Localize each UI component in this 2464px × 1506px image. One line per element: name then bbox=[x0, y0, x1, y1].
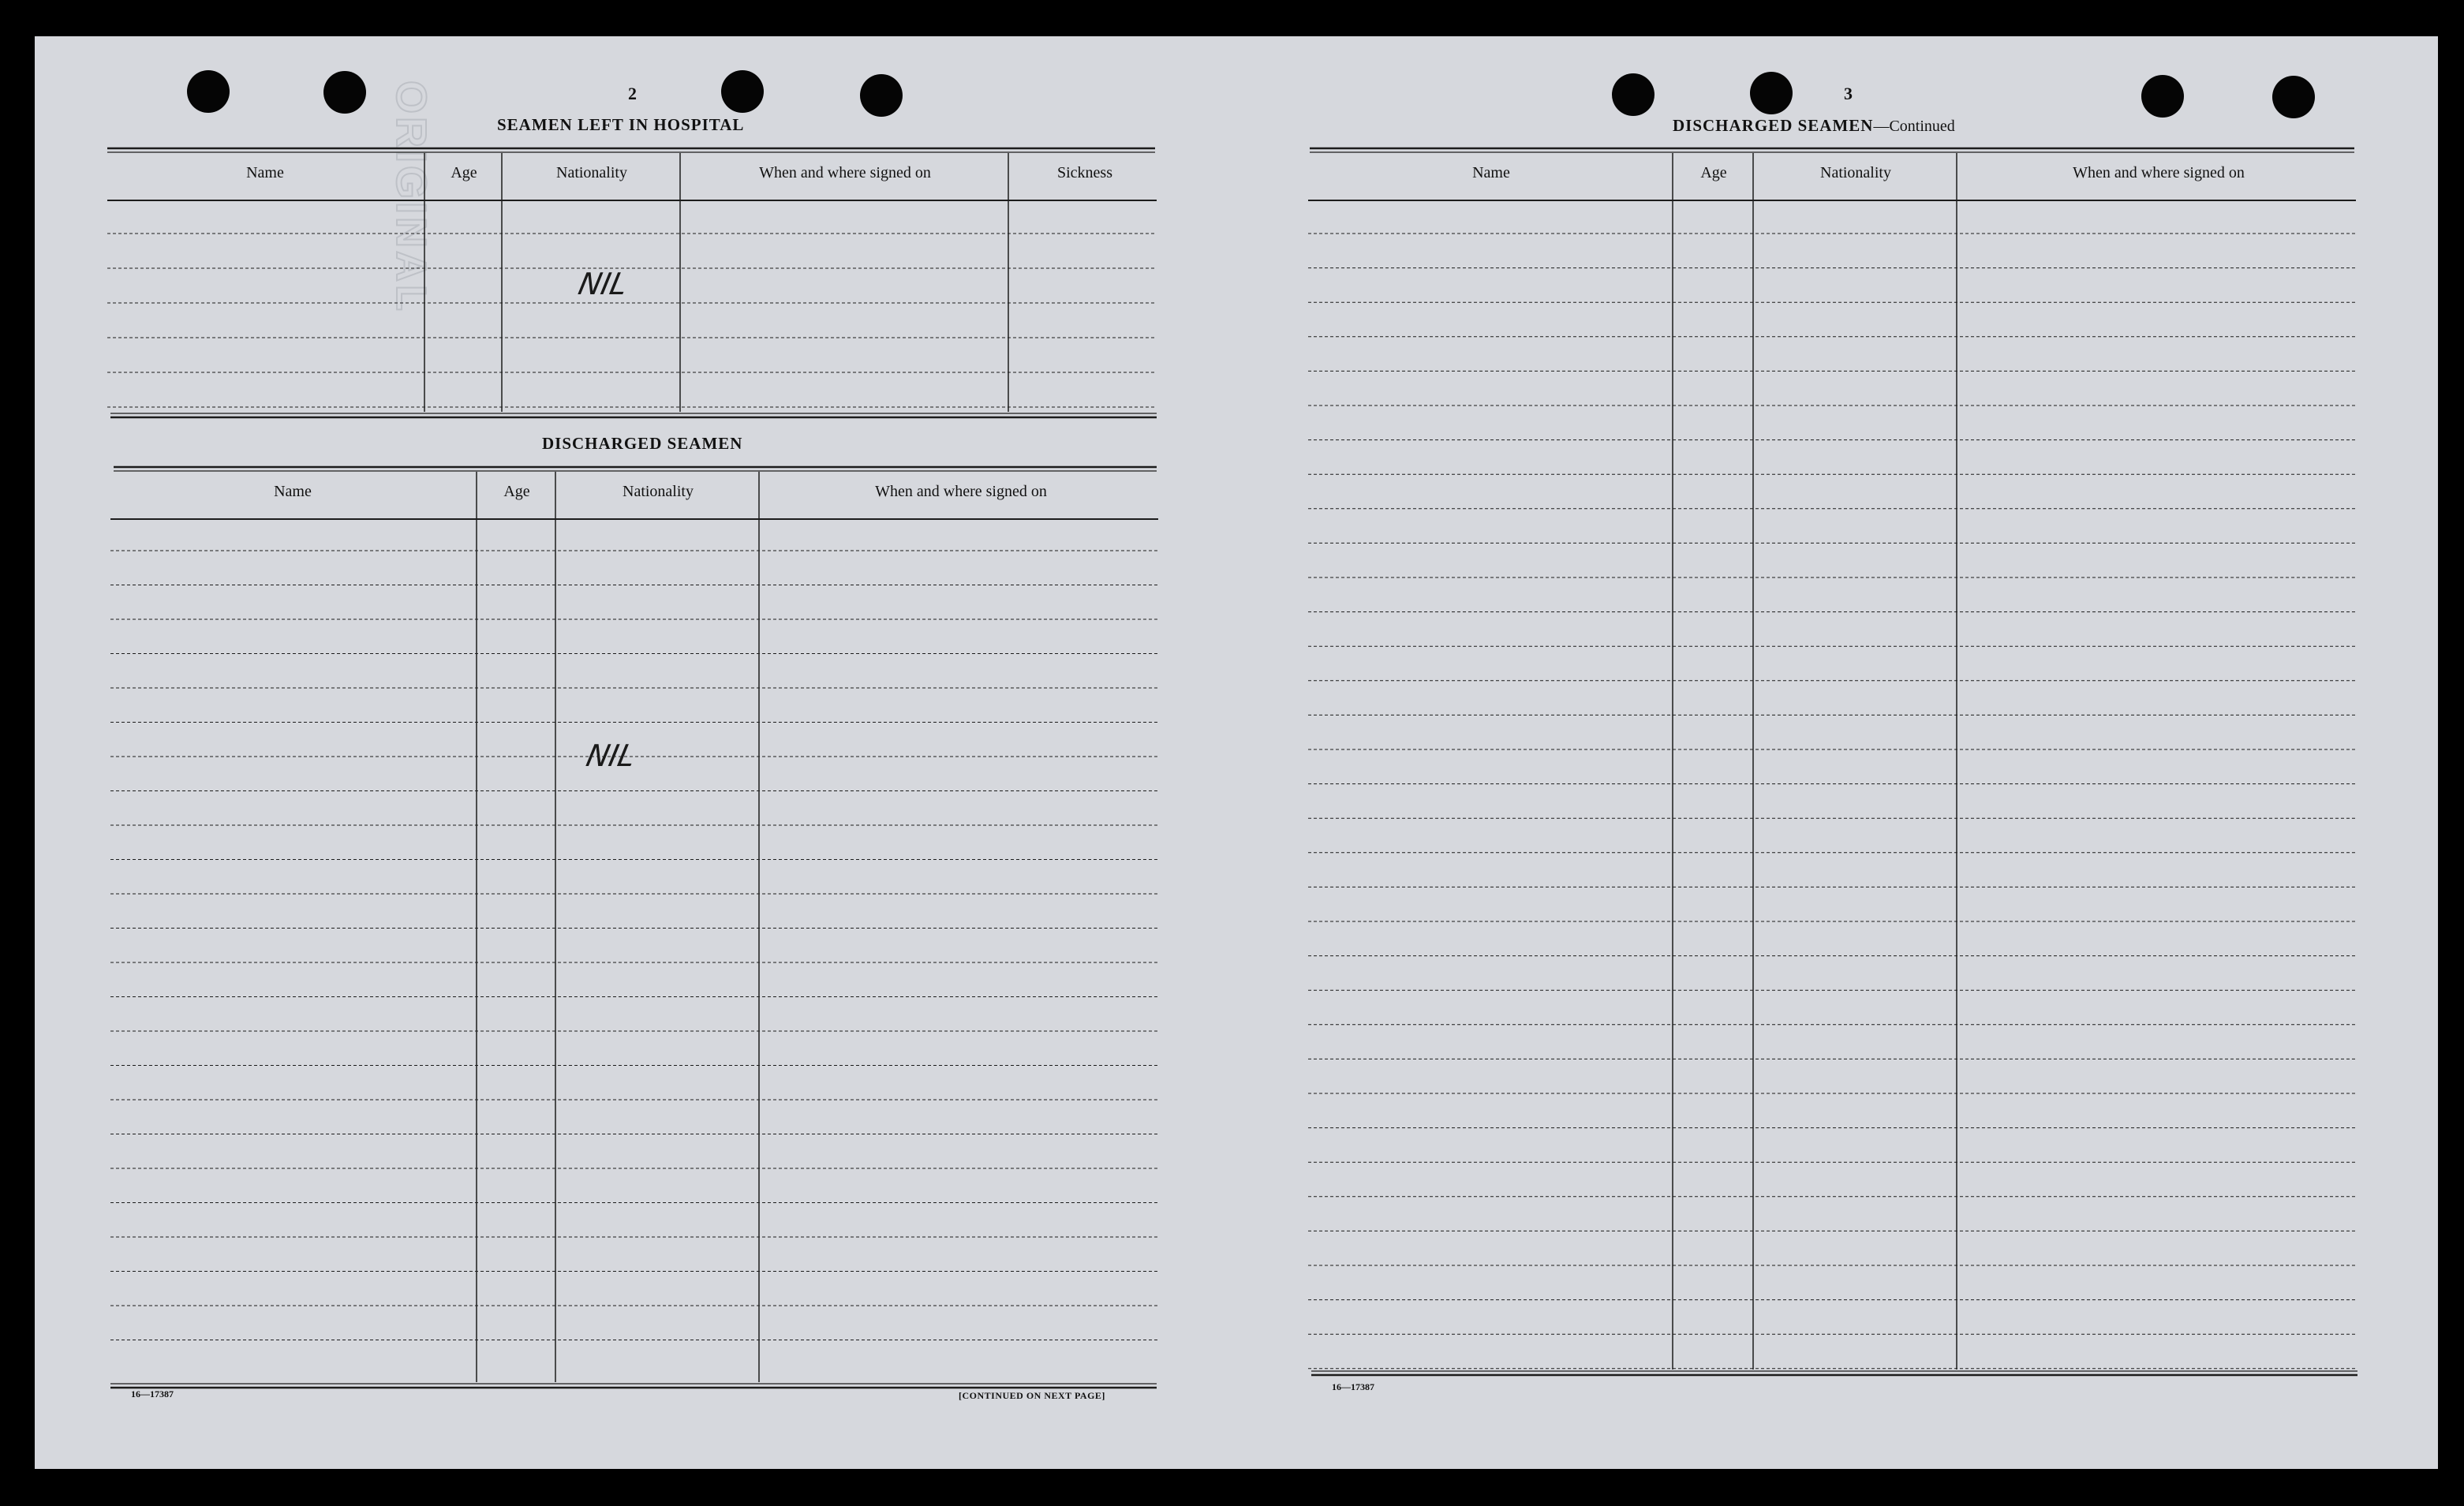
hospital-col-name: Name bbox=[246, 164, 284, 181]
discharged-col-age: Age bbox=[503, 483, 530, 500]
form-ruling bbox=[35, 36, 2438, 1469]
hospital-col-when-where: When and where signed on bbox=[759, 164, 931, 181]
hospital-col-nationality: Nationality bbox=[556, 164, 627, 181]
discharged-col-name: Name bbox=[274, 483, 312, 500]
right-title-suffix: —Continued bbox=[1873, 118, 1955, 135]
right-col-nationality: Nationality bbox=[1820, 164, 1891, 181]
hospital-col-age: Age bbox=[451, 164, 477, 181]
form-number-left: 16—17387 bbox=[131, 1388, 174, 1399]
right-col-when-where: When and where signed on bbox=[2073, 164, 2245, 181]
right-col-age: Age bbox=[1700, 164, 1727, 181]
right-title-main: DISCHARGED SEAMEN bbox=[1673, 116, 1874, 135]
hospital-section-title: SEAMEN LEFT IN HOSPITAL bbox=[497, 115, 745, 134]
form-sheet bbox=[35, 36, 2438, 1469]
right-col-name: Name bbox=[1472, 164, 1510, 181]
page-number-left: 2 bbox=[628, 84, 637, 103]
hospital-col-sickness: Sickness bbox=[1057, 164, 1112, 181]
continued-note: [CONTINUED ON NEXT PAGE] bbox=[959, 1390, 1105, 1401]
faint-stamp-graphic: ORIGINAL bbox=[387, 80, 435, 314]
discharged-section-title: DISCHARGED SEAMEN bbox=[542, 434, 743, 453]
discharged-col-when-where: When and where signed on bbox=[875, 483, 1047, 500]
discharged-nil-entry: NIL bbox=[583, 738, 639, 773]
page-number-right: 3 bbox=[1844, 84, 1853, 103]
form-number-right: 16—17387 bbox=[1332, 1381, 1374, 1392]
hospital-nil-entry: NIL bbox=[575, 267, 631, 301]
discharged-col-nationality: Nationality bbox=[623, 483, 694, 500]
